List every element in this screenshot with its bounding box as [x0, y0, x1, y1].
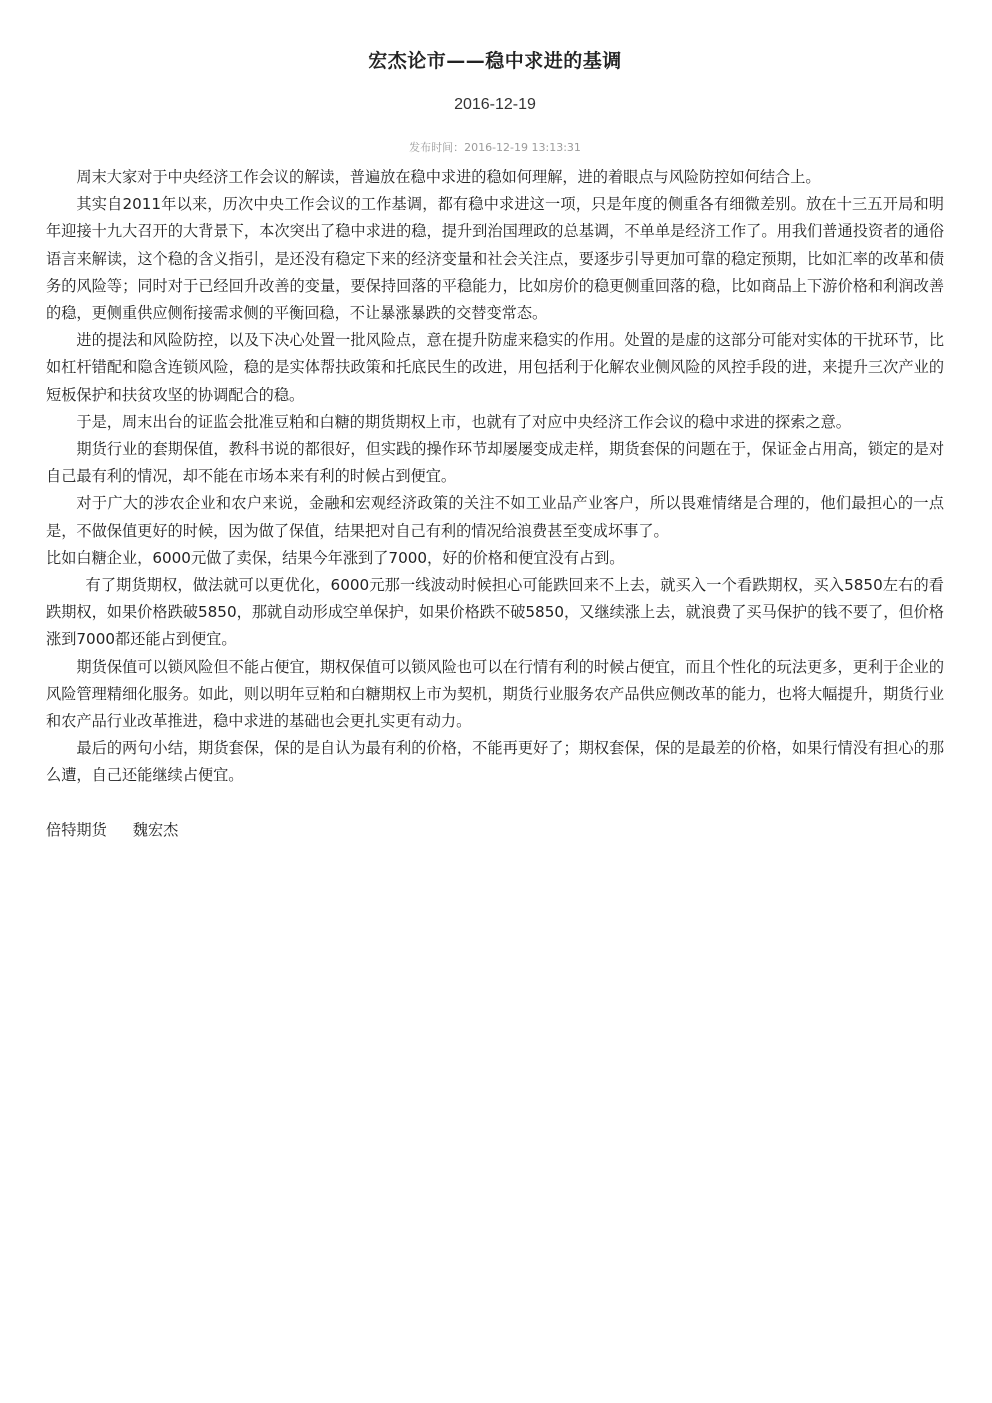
- article-title: 宏杰论市——稳中求进的基调: [368, 50, 622, 72]
- paragraph: 最后的两句小结，期货套保，保的是自认为最有利的价格，不能再更好了；期权套保，保的是最差的价格，如果行情没有担心的那么遭，自己还能继续占便宜。: [46, 739, 944, 785]
- signature-company: 倍特期货: [46, 820, 107, 839]
- paragraph: 周末大家对于中央经济工作会议的解读，普遍放在稳中求进的稳如何理解，进的着眼点与风险防控如何结合上。: [76, 168, 821, 186]
- publish-time-label: 发布时间：: [409, 141, 465, 154]
- paragraph: 比如白糖企业，6000元做了卖保，结果今年涨到了7000，好的价格和便宜没有占到。: [46, 548, 625, 567]
- article: [46, 0, 944, 844]
- publish-time-value: 2016-12-19 13:13:31: [464, 141, 581, 154]
- paragraph: 期货保值可以锁风险但不能占便宜，期权保值可以锁风险也可以在行情有利的时候占便宜，而且个性化的玩法更多，更利于企业的风险管理精细化服务。如此，则以明年豆粕和白糖期权上市为契机，期货行业服务农产品供应侧改革的能力，也将大幅提升，期货行业和农产品行业改革推进，稳中求进的基础也会更扎实更有动力。: [46, 657, 944, 731]
- paragraph: 期货行业的套期保值，教科书说的都很好，但实践的操作环节却屡屡变成走样，期货套保的问题在于，保证金占用高，锁定的是对自己最有利的情况，却不能在市场本来有利的时候占到便宜。: [46, 440, 944, 486]
- article-date: 2016-12-19: [454, 96, 536, 113]
- signature-author: 魏宏杰: [132, 820, 179, 839]
- paragraph: 于是，周末出台的证监会批准豆粕和白糖的期货期权上市，也就有了对应中央经济工作会议的稳中求进的探索之意。: [76, 412, 851, 431]
- paragraph: 对于广大的涉农企业和农户来说，金融和宏观经济政策的关注不如工业品产业客户，所以畏难情绪是合理的，他们最担心的一点是，不做保值更好的时候，因为做了保值，结果把对自己有利的情况给浪费甚至变成坏事了。: [46, 494, 944, 540]
- signature: [46, 817, 944, 844]
- publish-time: [46, 140, 944, 156]
- paragraph: 其实自2011年以来，历次中央工作会议的工作基调，都有稳中求进这一项，只是年度的侧重各有细微差别。放在十三五开局和明年迎接十九大召开的大背景下，本次突出了稳中求进的稳，提升到治国理政的总基调，不单单是经济工作了。用我们普通投资者的通俗语言来解读，这个稳的含义指引，是还没有稳定下来的经济变量和社会关注点，要逐步引导更加可靠的稳定预期，比如汇率的改革和债务的风险等；同时对于已经回升改善的变量，要保持回落的平稳能力，比如房价的稳更侧重回落的稳，比如商品上下游价格和利润改善的稳，更侧重供应侧衔接需求侧的平衡回稳，不让暴涨暴跌的交替变常态。: [46, 195, 944, 323]
- article-body: [46, 164, 944, 790]
- paragraph: 进的提法和风险防控，以及下决心处置一批风险点，意在提升防虚来稳实的作用。处置的是虚的这部分可能对实体的干扰环节，比如杠杆错配和隐含连锁风险，稳的是实体帮扶政策和托底民生的改进，用包括利于化解农业侧风险的风控手段的进，来提升三次产业的短板保护和扶贫攻坚的协调配合的稳。: [46, 331, 944, 404]
- paragraph: 有了期货期权，做法就可以更优化，6000元那一线波动时候担心可能跌回来不上去，就买入一个看跌期权，买入5850左右的看跌期权，如果价格跌破5850，那就自动形成空单保护，如果价格跌不破5850，又继续涨上去，就浪费了买马保护的钱不要了，但价格涨到7000都还能占到便宜。: [46, 576, 944, 649]
